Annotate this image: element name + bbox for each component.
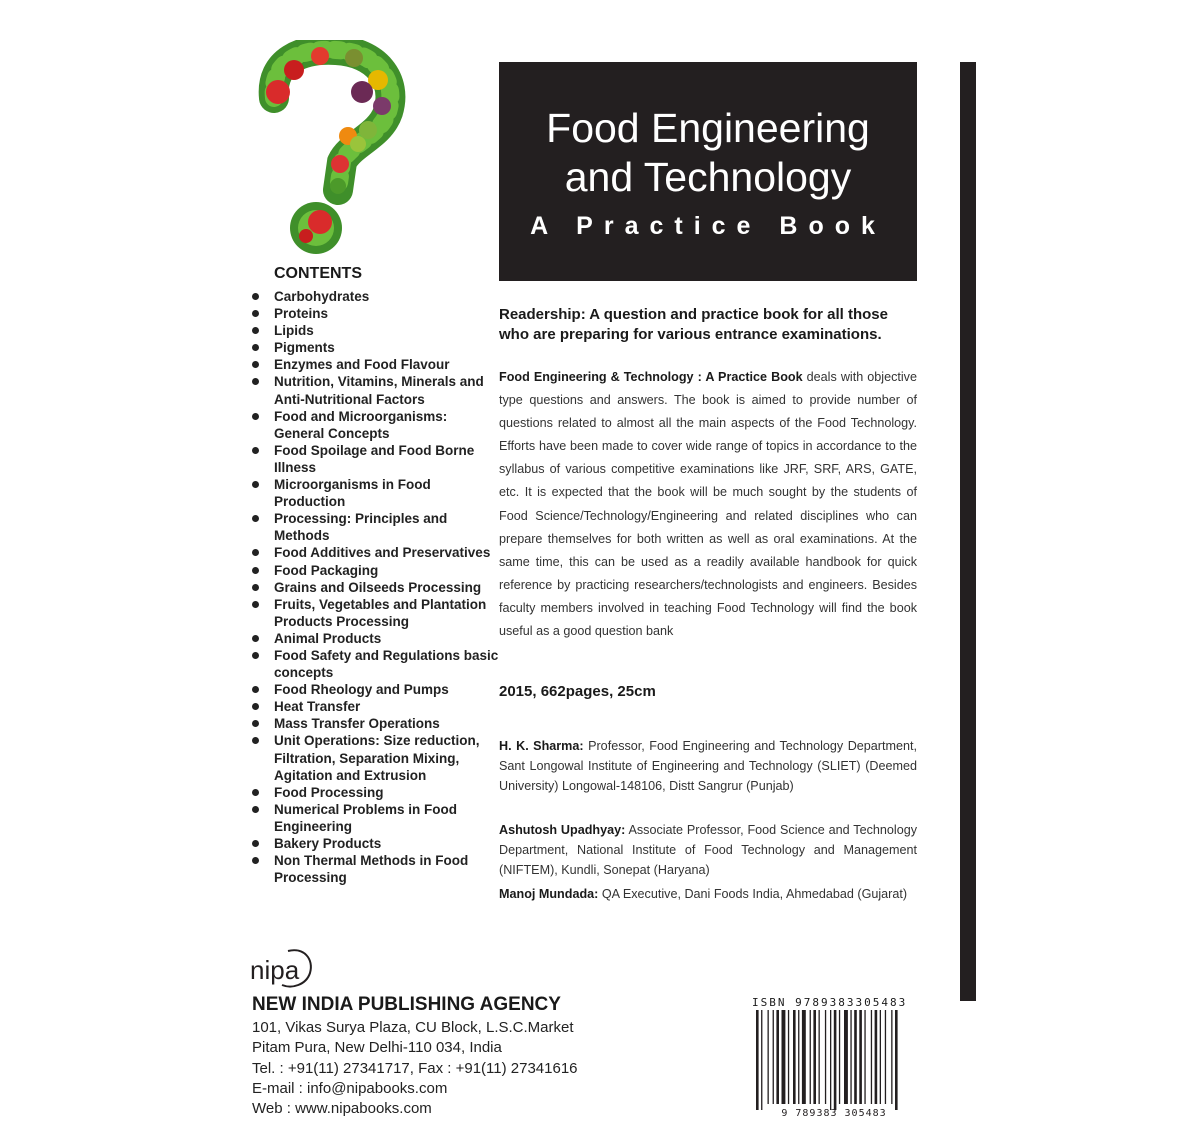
barcode-bar [834,1010,837,1110]
contents-item [250,732,500,783]
barcode-bar [895,1010,898,1110]
contents-item [250,784,500,801]
bullet-icon [252,361,259,368]
bullet-icon [252,413,259,420]
bullet-icon [252,789,259,796]
contents-item-label: Bakery Products [274,836,382,851]
contents-item [250,562,500,579]
contents-item-label: Processing: Principles and Methods [274,511,448,544]
contents-item [250,715,500,732]
contents-item-label: Food Packaging [274,562,379,578]
contents-heading: CONTENTS [274,265,362,282]
contents-item [250,356,500,373]
author-bio: Professor, Food Engineering and Technology Department, Sant Longowal Institute of Engineering and Technology (SLIET) (Deemed University) Longowal-148106, Distt Sangrur (Punjab) [499,739,917,793]
book-title-line-1: Food Engineering [546,105,870,151]
description-body: deals with objective type questions and answers. The book is aimed to provide number of questions related to almost all the main aspects of the Food Technology. Efforts have been made to cover wide range of topics in accordance to the syllabus of various competitive examinations like JRF, SRF, ARS, GATE, etc. It is expected that the book will be much sought by the students of Food Science/Technology/Engineering and related disciplines who can prepare themselves for both written as well as oral examinations. At the same time, this can be used as a readily available handbook for quick reference by practicing researchers/technologists and engineers. Besides faculty members involved in teaching Food Technology will find the book useful as a good question bank [499,370,917,639]
author-entry [499,820,917,880]
bullet-icon [252,567,259,574]
bullet-icon [252,378,259,385]
contents-item [250,373,500,407]
contents-item [250,698,500,715]
isbn-label: ISBN 9789383305483 [752,996,908,1009]
barcode-bar [773,1010,774,1104]
contents-item-label: Grains and Oilseeds Processing [274,579,482,595]
barcode-bar [854,1010,857,1104]
bullet-icon [252,806,259,813]
barcode-bar [782,1010,786,1104]
contents-item [250,647,500,681]
contents-item-label: Pigments [274,340,335,356]
author-name: Ashutosh Upadhyay: [499,823,626,837]
barcode-bar [810,1010,811,1104]
barcode-bar [850,1010,851,1104]
bullet-icon [252,857,259,864]
contents-item-label: Food Safety and Regulations basic concepts [274,647,499,681]
contents-item [250,442,500,476]
contents-item [250,510,500,544]
contents-item [250,630,500,647]
spine-bar [960,62,976,1001]
barcode-bar [793,1010,796,1104]
contents-item [250,852,500,886]
bullet-icon [252,737,259,744]
contents-item-label: Numerical Problems in Food Engineering [274,801,458,834]
barcode-bar [839,1010,840,1104]
publisher-email: E-mail : info@nipabooks.com [252,1080,448,1097]
contents-item [250,544,500,561]
publisher-phone: Tel. : +91(11) 27341717, Fax : +91(11) 27341616 [252,1060,578,1077]
author-bio: QA Executive, Dani Foods India, Ahmedabad (Gujarat) [598,887,908,901]
author-name: Manoj Mundada: [499,887,599,901]
bullet-icon [252,601,259,608]
contents-item [250,801,500,835]
contents-item-label: Unit Operations: Size reduction, Filtration, Separation Mixing, Agitation and Extrusion [274,733,480,783]
book-title-line-2: and Technology [564,154,852,200]
bullet-icon [252,293,259,300]
contents-item [250,579,500,596]
contents-item-label: Mass Transfer Operations [274,716,440,732]
contents-item-label: Nutrition, Vitamins, Minerals and Anti-Nutritional Factors [274,374,484,407]
barcode-bar [813,1010,816,1104]
book-subtitle: A Practice Book [530,212,886,240]
barcode-bar [788,1010,789,1104]
contents-item [250,681,500,698]
contents-item [250,835,500,852]
barcode-bar [768,1010,769,1104]
contents-item-label: Food Spoilage and Food Borne Illness [274,442,475,475]
barcode-bar [756,1010,759,1110]
barcode-bar [885,1010,886,1104]
barcode-bar [859,1010,862,1104]
publisher-address-line-2: Pitam Pura, New Delhi-110 034, India [252,1039,502,1056]
barcode-bar [825,1010,826,1104]
barcode-bar [776,1010,779,1104]
barcode-bar [891,1010,892,1104]
barcode-bar [871,1010,872,1104]
bullet-icon [252,686,259,693]
bullet-icon [252,652,259,659]
isbn-digits: 9 789383 305483 [781,1108,887,1118]
contents-item [250,305,500,322]
publisher-web: Web : www.nipabooks.com [252,1100,432,1117]
barcode-bar [844,1010,848,1104]
contents-item-label: Proteins [274,306,329,322]
publisher-name: NEW INDIA PUBLISHING AGENCY [252,994,561,1015]
contents-item [250,339,500,356]
bullet-icon [252,515,259,522]
description-lead: Food Engineering & Technology : A Practice Book [499,370,803,384]
barcode-bar [830,1010,831,1110]
bullet-icon [252,840,259,847]
readership-text: Readership: A question and practice book for all those who are preparing for various entrance examinations. [499,306,888,343]
contents-item-label: Heat Transfer [274,699,361,715]
contents-list [250,288,500,886]
book-description [499,366,917,643]
author-entry [499,736,917,796]
barcode-icon [748,1010,920,1118]
contents-item-label: Lipids [274,323,314,339]
contents-item-label: Animal Products [274,630,382,646]
contents-item [250,288,500,305]
barcode-bar [802,1010,806,1104]
contents-item-label: Enzymes and Food Flavour [274,357,450,373]
contents-item [250,408,500,442]
barcode-bar [880,1010,881,1104]
logo-text: nipa [250,955,300,985]
bullet-icon [252,549,259,556]
bullet-icon [252,720,259,727]
contents-item-label: Carbohydrates [274,289,370,304]
barcode-bar [875,1010,878,1104]
bullet-icon [252,635,259,642]
bullet-icon [252,447,259,454]
bullet-icon [252,327,259,334]
author-entry [499,884,917,904]
bullet-icon [252,584,259,591]
bullet-icon [252,481,259,488]
publisher-address-line-1: 101, Vikas Surya Plaza, CU Block, L.S.C.Market [252,1019,574,1036]
bullet-icon [252,703,259,710]
barcode-bar [761,1010,762,1110]
publication-info: 2015, 662pages, 25cm [499,683,656,700]
bullet-icon [252,310,259,317]
barcode-bar [864,1010,865,1104]
author-bio: Associate Professor, Food Science and Technology Department, National Institute of Food Technology and Management (NIFTEM), Kundli, Sonepat (Haryana) [499,823,918,877]
barcode-bar [819,1010,820,1104]
contents-item-label: Food Additives and Preservatives [274,545,491,561]
nipa-logo-icon [248,945,314,991]
title-box [499,62,917,281]
contents-item-label: Microorganisms in Food Production [274,477,431,510]
contents-item-label: Food Processing [274,784,384,800]
barcode-bar [798,1010,799,1104]
contents-item-label: Food Rheology and Pumps [274,682,449,698]
contents-item [250,476,500,510]
contents-item-label: Food and Microorganisms: General Concepts [274,408,448,441]
contents-item [250,596,500,630]
contents-item-label: Fruits, Vegetables and Plantation Products Processing [274,596,487,629]
author-name: H. K. Sharma: [499,739,584,753]
vegetable-question-mark-icon [258,40,408,255]
contents-item-label: Non Thermal Methods in Food Processing [274,853,469,886]
bullet-icon [252,344,259,351]
contents-item [250,322,500,339]
